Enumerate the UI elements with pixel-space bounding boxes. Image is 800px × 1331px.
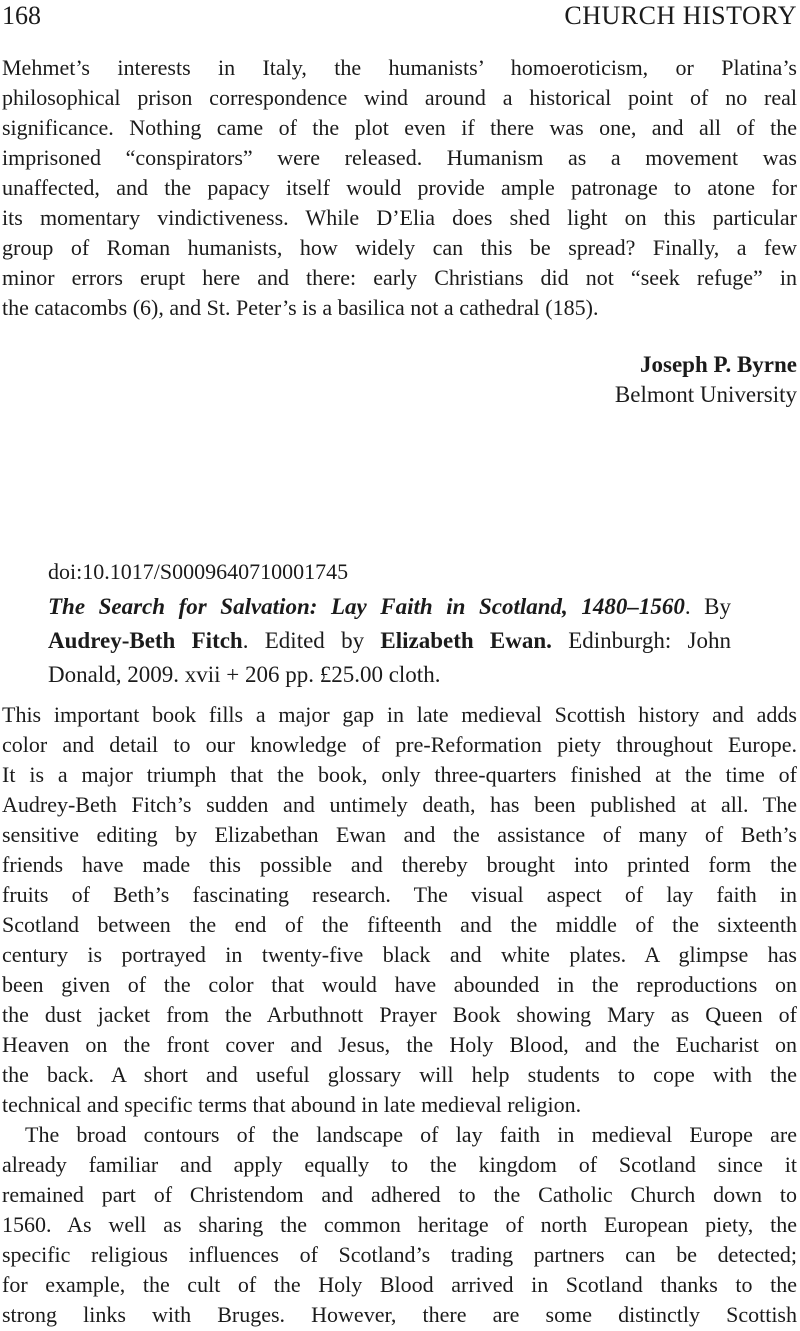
text-segment: Audrey-Beth Fitch bbox=[48, 628, 243, 653]
text-line bbox=[48, 590, 731, 624]
book-citation-heading bbox=[48, 590, 731, 692]
text-line: Mehmet’s interests in Italy, the humanists’ homoeroticism, or Platina’s bbox=[2, 55, 797, 80]
text-line: already familiar and apply equally to the kingdom of Scotland since it bbox=[2, 1152, 797, 1177]
reviewer-signature bbox=[2, 350, 797, 410]
text-line: It is a major triumph that the book, only three-quarters finished at the time of bbox=[2, 762, 797, 787]
text-line: imprisoned “conspirators” were released. Humanism as a movement was bbox=[2, 145, 797, 170]
text-segment: . Edited by bbox=[242, 628, 381, 653]
journal-title: CHURCH HISTORY bbox=[564, 1, 797, 30]
text-segment: . By bbox=[684, 594, 731, 619]
review-paragraph-2 bbox=[2, 1120, 797, 1330]
text-line: group of Roman humanists, how widely can this be spread? Finally, a few bbox=[2, 235, 797, 260]
text-line: century is portrayed in twenty-five black and white plates. A glimpse has bbox=[2, 942, 797, 967]
previous-review-final-paragraph bbox=[2, 53, 797, 323]
text-line: friends have made this possible and thereby brought into printed form the bbox=[2, 852, 797, 877]
text-line: Scotland between the end of the fifteenth and the middle of the sixteenth bbox=[2, 912, 797, 937]
text-line: technical and specific terms that abound in late medieval religion. bbox=[2, 1092, 582, 1117]
text-line: unaffected, and the papacy itself would provide ample patronage to atone for bbox=[2, 175, 797, 200]
reviewer-name: Joseph P. Byrne bbox=[640, 352, 797, 377]
text-line: remained part of Christendom and adhered to the Catholic Church down to bbox=[2, 1182, 797, 1207]
text-line: The broad contours of the landscape of lay faith in medieval Europe are bbox=[25, 1122, 797, 1147]
text-line: strong links with Bruges. However, there are some distinctly Scottish bbox=[2, 1302, 797, 1327]
text-line: This important book fills a major gap in late medieval Scottish history and adds bbox=[2, 702, 797, 727]
text-segment: The Search for Salvation: Lay Faith in Scotland, 1480–1560 bbox=[48, 594, 685, 619]
text-line: 1560. As well as sharing the common heritage of north European piety, the bbox=[2, 1212, 797, 1237]
text-line: significance. Nothing came of the plot even if there was one, and all of the bbox=[2, 115, 797, 140]
text-line: for example, the cult of the Holy Blood arrived in Scotland thanks to the bbox=[2, 1272, 797, 1297]
text-line: sensitive editing by Elizabethan Ewan and the assistance of many of Beth’s bbox=[2, 822, 797, 847]
running-head bbox=[2, 2, 797, 30]
text-line: minor errors erupt here and there: early Christians did not “seek refuge” in bbox=[2, 265, 797, 290]
text-segment: Elizabeth Ewan. bbox=[380, 628, 552, 653]
doi-line: doi:10.1017/S0009640710001745 bbox=[48, 559, 349, 584]
review-paragraph-1 bbox=[2, 700, 797, 1120]
text-segment: Donald, 2009. xvii + 206 pp. £25.00 cloth. bbox=[48, 662, 441, 687]
text-line: its momentary vindictiveness. While D’Elia does shed light on this particular bbox=[2, 205, 797, 230]
text-line: the back. A short and useful glossary will help students to cope with the bbox=[2, 1062, 797, 1087]
text-line: the dust jacket from the Arbuthnott Prayer Book showing Mary as Queen of bbox=[2, 1002, 797, 1027]
text-line: specific religious influences of Scotland’s trading partners can be detected; bbox=[2, 1242, 797, 1267]
text-line: Heaven on the front cover and Jesus, the Holy Blood, and the Eucharist on bbox=[2, 1032, 797, 1057]
reviewer-affiliation: Belmont University bbox=[614, 382, 797, 407]
text-line bbox=[48, 624, 731, 658]
text-line bbox=[48, 658, 731, 692]
text-line: been given of the color that would have abounded in the reproductions on bbox=[2, 972, 797, 997]
text-line: the catacombs (6), and St. Peter’s is a basilica not a cathedral (185). bbox=[2, 295, 599, 320]
text-segment: Edinburgh: John bbox=[551, 628, 731, 653]
text-line: color and detail to our knowledge of pre-Reformation piety throughout Europe. bbox=[2, 732, 797, 757]
text-line: Audrey-Beth Fitch’s sudden and untimely death, has been published at all. The bbox=[2, 792, 797, 817]
text-line: fruits of Beth’s fascinating research. The visual aspect of lay faith in bbox=[2, 882, 797, 907]
text-line: philosophical prison correspondence wind around a historical point of no real bbox=[2, 85, 797, 110]
page-number: 168 bbox=[2, 1, 41, 30]
